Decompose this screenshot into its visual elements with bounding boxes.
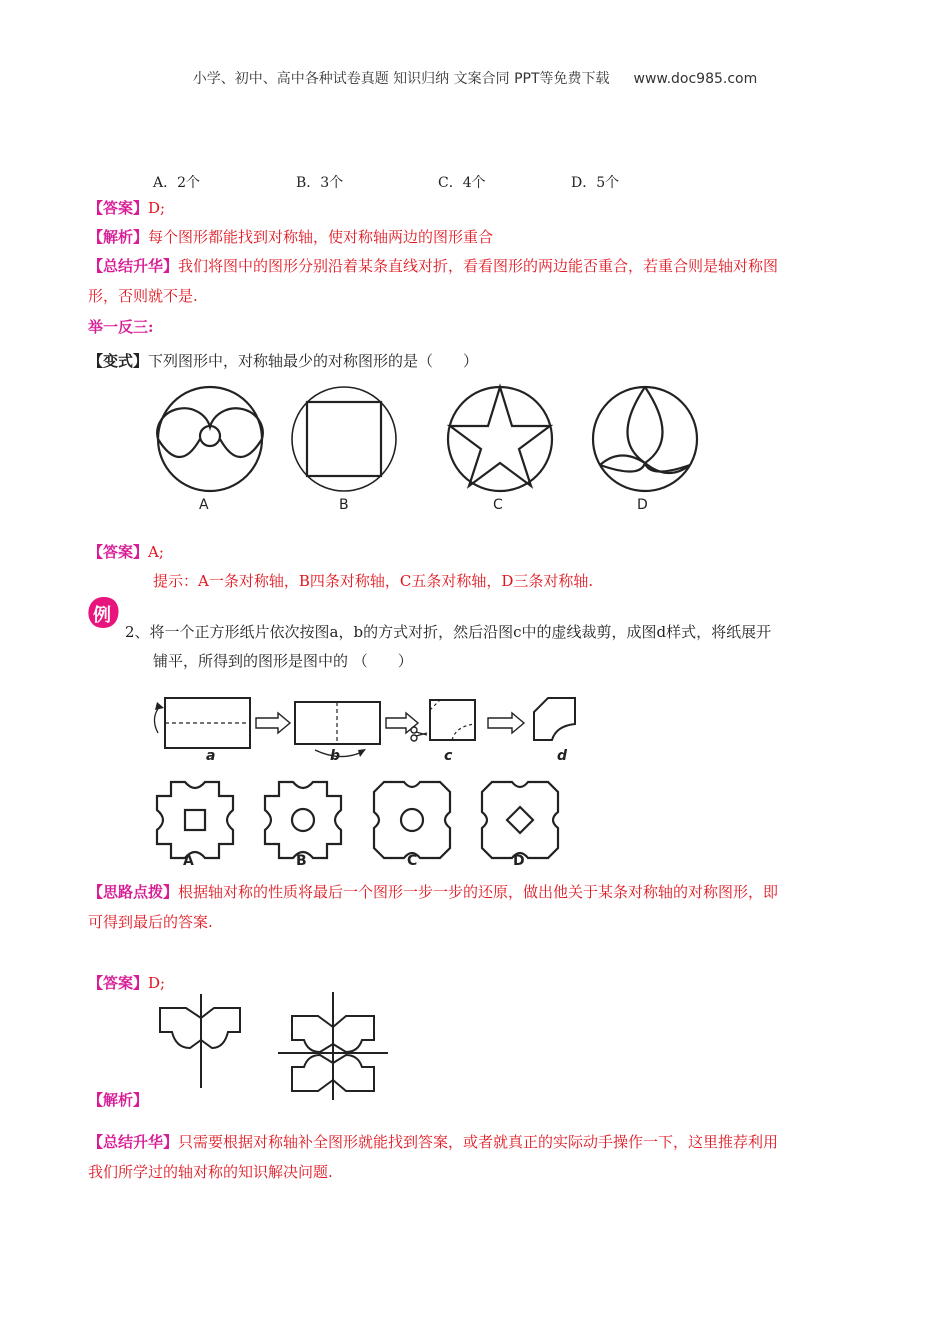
- summary-text: 只需要根据对称轴补全图形就能找到答案，或者就真正的实际动手操作一下，这里推荐利用: [178, 1133, 779, 1151]
- variant-figures: [0, 387, 950, 507]
- page-header: [0, 68, 950, 88]
- choice-label-d: D: [513, 853, 525, 869]
- figure-d: [593, 387, 697, 491]
- variant-hint: 提示：A一条对称轴，B四条对称轴，C五条对称轴，D三条对称轴.: [153, 572, 594, 590]
- q1-answer: [88, 197, 165, 219]
- figure-label-a: A: [199, 497, 209, 513]
- choice-c: [374, 782, 450, 858]
- answer-value: D;: [148, 974, 166, 992]
- choice-label-c: C: [407, 853, 418, 869]
- variant-tag: 【变式】: [88, 352, 149, 370]
- example-analysis: 【解析】: [88, 1091, 149, 1109]
- step-label-d: d: [557, 748, 568, 764]
- choice-b: [265, 782, 341, 858]
- choice-shapes: [0, 776, 950, 866]
- summary-tag: 【总结升华】: [88, 1133, 179, 1151]
- example-answer: [88, 972, 165, 994]
- answer-tag: 【答案】: [88, 199, 149, 217]
- folding-steps: [0, 678, 950, 768]
- q1-summary-line2: 形，否则就不是.: [88, 287, 198, 305]
- example-summary-line2: 我们所学过的轴对称的知识解决问题.: [88, 1163, 333, 1181]
- figure-label-b: B: [339, 497, 349, 513]
- example-question-line1: [125, 621, 771, 643]
- step-label-b: b: [330, 748, 341, 764]
- choice-a: [157, 782, 233, 858]
- answer-value: A;: [148, 543, 164, 561]
- header-site: www.doc985.com: [633, 71, 758, 87]
- example-hint-line2: 可得到最后的答案.: [88, 913, 213, 931]
- example-text: 将一个正方形纸片依次按图a，b的方式对折，然后沿图c中的虚线裁剪，成图d样式，将纸展开: [149, 623, 772, 641]
- option-b: B．3个: [296, 175, 344, 191]
- example-badge: [87, 596, 119, 628]
- variant-question: [88, 350, 478, 372]
- solution-figures: [0, 992, 950, 1102]
- example-hint: [88, 881, 778, 903]
- option-c: C．4个: [438, 175, 486, 191]
- example-question-line2: 铺平，所得到的图形是图中的 （ ）: [153, 652, 413, 670]
- example-summary: [88, 1131, 778, 1153]
- choice-d: [482, 782, 558, 858]
- summary-text: 我们将图中的图形分别沿着某条直线对折，看看图形的两边能否重合，若重合则是轴对称图: [178, 257, 779, 275]
- answer-tag: 【答案】: [88, 543, 149, 561]
- option-a: A．2个: [153, 175, 201, 191]
- figure-a: [157, 387, 263, 491]
- hint-text: 根据轴对称的性质将最后一个图形一步一步的还原，做出他关于某条对称轴的对称图形，即: [178, 883, 779, 901]
- answer-value: D;: [148, 199, 166, 217]
- choice-label-b: B: [296, 853, 307, 869]
- option-d: D．5个: [571, 175, 620, 191]
- variant-answer: [88, 541, 164, 563]
- summary-tag: 【总结升华】: [88, 257, 179, 275]
- choice-label-a: A: [183, 853, 194, 869]
- figure-label-d: D: [637, 497, 648, 513]
- variant-text: 下列图形中，对称轴最少的对称图形的是（ ）: [148, 352, 479, 370]
- q1-analysis: [88, 226, 493, 248]
- answer-tag: 【答案】: [88, 974, 149, 992]
- badge-text: 例: [93, 605, 111, 626]
- analysis-tag: 【解析】: [88, 228, 149, 246]
- q1-summary: [88, 255, 778, 277]
- step-label-a: a: [206, 748, 216, 764]
- section-title: 举一反三:: [88, 318, 154, 336]
- header-text: 小学、初中、高中各种试卷真题 知识归纳 文案合同 PPT等免费下载: [192, 71, 610, 87]
- hint-tag: 【思路点拨】: [88, 883, 179, 901]
- analysis-text: 每个图形都能找到对称轴，使对称轴两边的图形重合: [148, 228, 494, 246]
- step-label-c: c: [444, 748, 453, 764]
- figure-c: [448, 387, 552, 491]
- figure-b: [292, 387, 396, 491]
- example-number: 2、: [125, 623, 150, 641]
- figure-label-c: C: [493, 497, 503, 513]
